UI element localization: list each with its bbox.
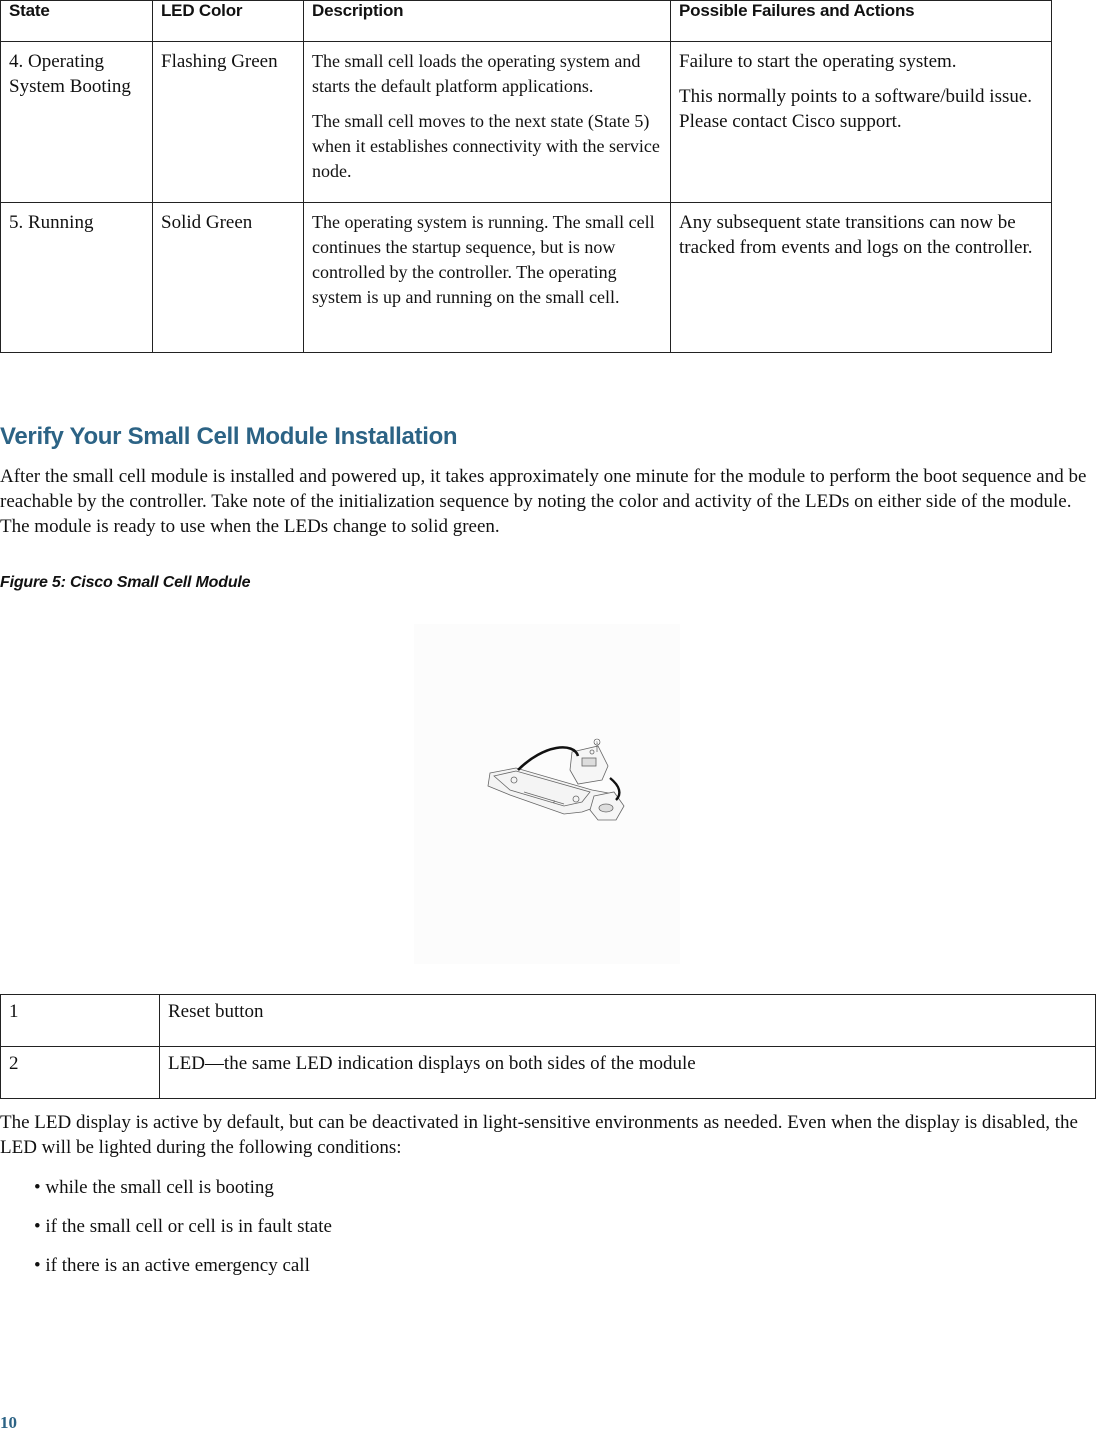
state-cell: 5. Running	[1, 203, 153, 353]
description-cell	[304, 203, 671, 353]
header-state: State	[1, 1, 153, 42]
description-paragraph: The small cell loads the operating system and starts the default platform applications.	[312, 51, 641, 96]
page-number: 10	[0, 1413, 17, 1432]
led-note-paragraph: The LED display is active by default, but can be deactivated in light-sensitive environments as needed. Even when the display is disabled, the LED will be lighted during the following conditions:	[0, 1112, 1078, 1158]
state-cell: 4. Operating System Booting	[1, 42, 153, 203]
failures-cell	[671, 42, 1052, 203]
callout-label: 2	[552, 799, 556, 804]
led-state-table	[0, 0, 1052, 353]
failures-paragraph: This normally points to a software/build issue. Please contact Cisco support.	[679, 86, 1033, 132]
header-led-color: LED Color	[153, 1, 304, 42]
failures-paragraph: Any subsequent state transitions can now be tracked from events and logs on the controller.	[679, 212, 1033, 258]
legend-text: LED—the same LED indication displays on both sides of the module	[160, 1047, 1096, 1099]
led-color-cell: Solid Green	[153, 203, 304, 353]
legend-number: 2	[1, 1047, 160, 1099]
small-cell-module-illustration	[414, 624, 680, 964]
figure-legend-table	[0, 994, 1096, 1099]
failures-paragraph: Failure to start the operating system.	[679, 51, 957, 72]
table-row	[1, 1047, 1096, 1099]
figure-caption: Figure 5: Cisco Small Cell Module	[0, 574, 251, 591]
legend-number: 1	[1, 995, 160, 1047]
callout-label: 1	[595, 740, 599, 745]
section-title: Verify Your Small Cell Module Installation	[0, 423, 458, 450]
led-color-cell: Flashing Green	[153, 42, 304, 203]
conditions-list	[34, 1175, 332, 1292]
legend-text: Reset button	[160, 995, 1096, 1047]
header-description: Description	[304, 1, 671, 42]
table-row	[1, 203, 1052, 353]
description-paragraph: The small cell moves to the next state (State 5) when it establishes connectivity with the service node.	[312, 111, 660, 181]
list-item: • if there is an active emergency call	[34, 1253, 332, 1278]
header-failures-actions: Possible Failures and Actions	[671, 1, 1052, 42]
description-cell	[304, 42, 671, 203]
list-item: • if the small cell or cell is in fault state	[34, 1214, 332, 1239]
failures-cell	[671, 203, 1052, 353]
table-row	[1, 995, 1096, 1047]
intro-paragraph: After the small cell module is installed and powered up, it takes approximately one minute for the module to perform the boot sequence and be reachable by the controller. Take note of the initialization sequence by noting the color and activity of the LEDs on either side of the module. The module is ready to use when the LEDs change to solid green.	[0, 466, 1087, 537]
list-item: • while the small cell is booting	[34, 1175, 332, 1200]
small-cell-module-figure	[414, 624, 680, 964]
table-header-row	[1, 1, 1052, 42]
table-row	[1, 42, 1052, 203]
callout-arrow	[518, 747, 578, 770]
description-paragraph: The operating system is running. The small cell continues the startup sequence, but is now controlled by the controller. The operating system is up and running on the small cell.	[312, 212, 655, 307]
